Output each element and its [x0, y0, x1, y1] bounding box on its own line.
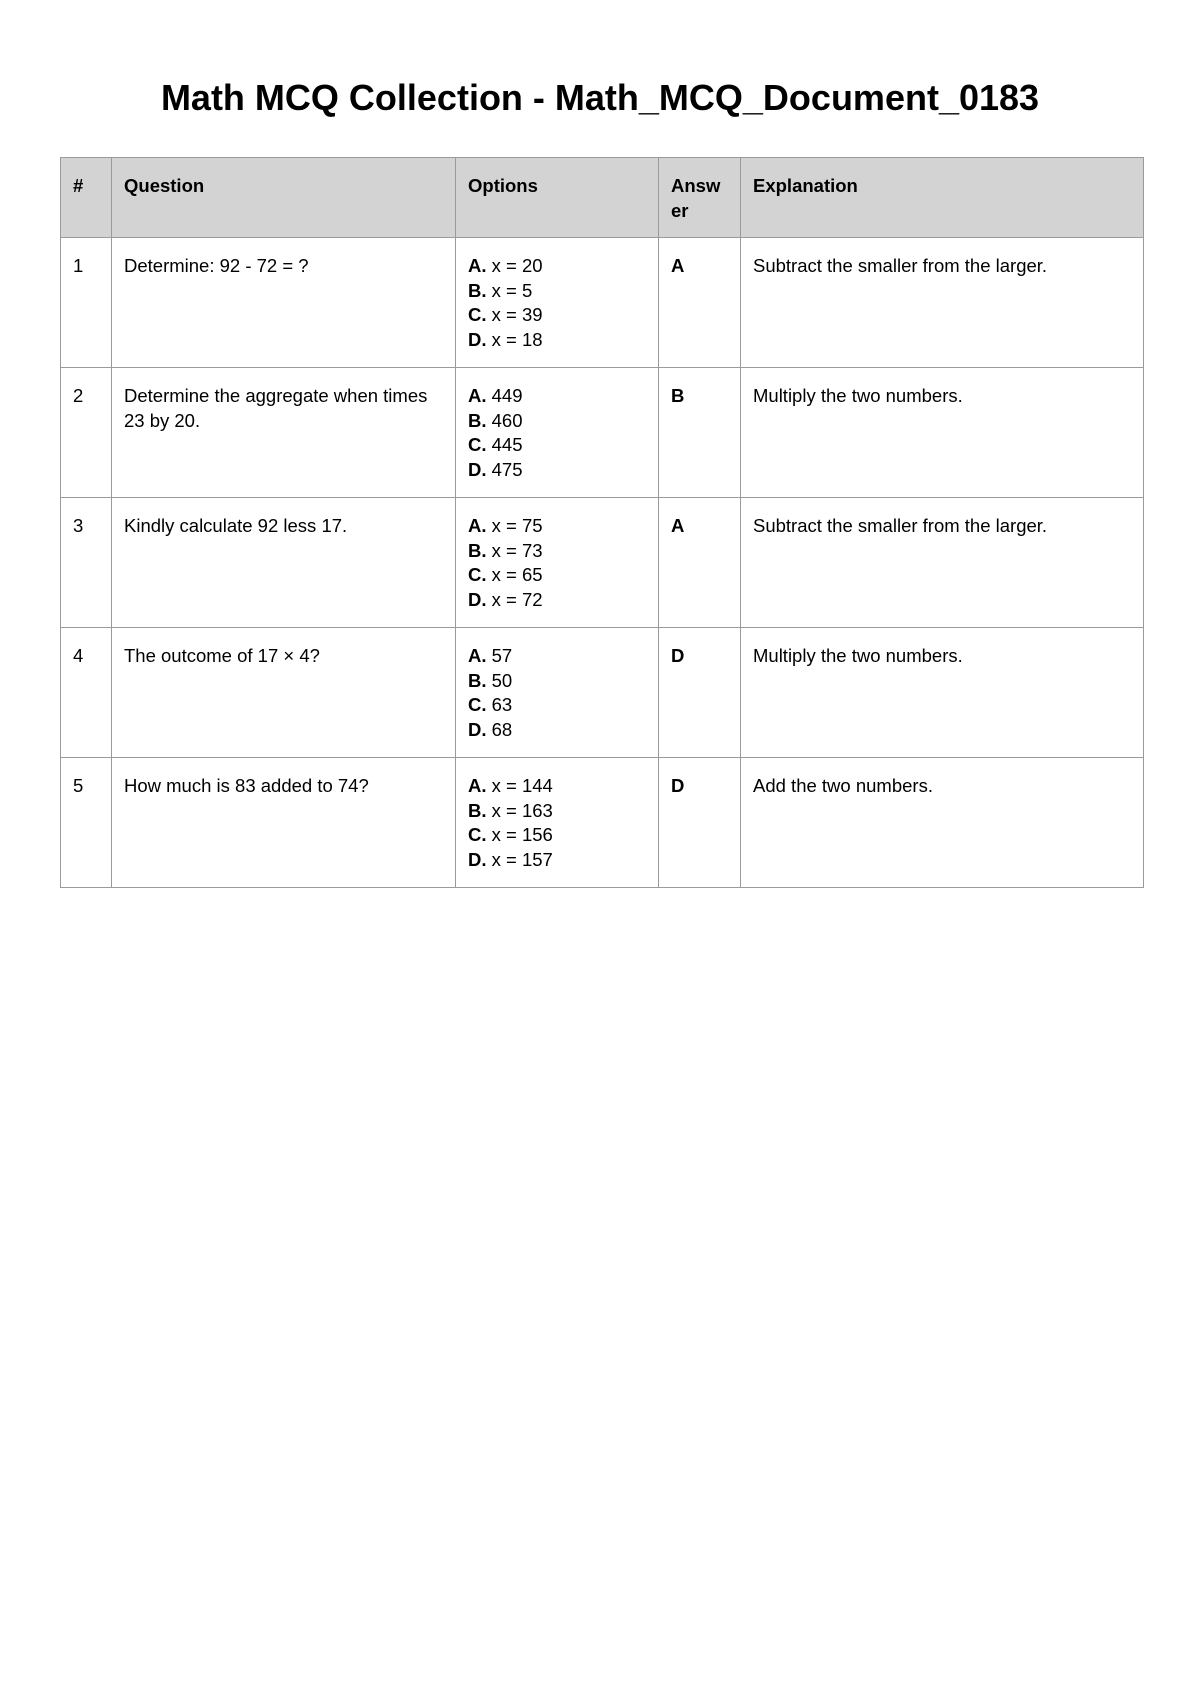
option-letter: B.	[468, 409, 487, 431]
page-title: Math MCQ Collection - Math_MCQ_Document_0183	[160, 77, 1040, 118]
option-letter: D.	[468, 458, 487, 480]
option-text: 449	[486, 385, 523, 406]
header-number: #	[61, 158, 112, 238]
table-row	[61, 628, 1144, 758]
row-explanation: Subtract the smaller from the larger.	[741, 498, 1144, 628]
option-d	[468, 718, 646, 743]
option-b	[468, 669, 646, 694]
row-answer: D	[659, 628, 741, 758]
option-text: x = 144	[486, 775, 553, 796]
row-number: 1	[61, 238, 112, 368]
option-letter: D.	[468, 848, 487, 870]
table-row	[61, 368, 1144, 498]
option-letter: A.	[468, 255, 487, 276]
option-text: 475	[486, 458, 523, 480]
table-body	[61, 238, 1144, 888]
row-number: 4	[61, 628, 112, 758]
row-question: Determine: 92 - 72 = ?	[112, 238, 456, 368]
row-question: How much is 83 added to 74?	[112, 758, 456, 888]
option-c	[468, 823, 646, 848]
table-header	[61, 158, 1144, 238]
row-explanation: Multiply the two numbers.	[741, 368, 1144, 498]
option-c	[468, 693, 646, 718]
option-letter: B.	[468, 799, 487, 821]
option-a	[468, 774, 646, 799]
option-text: 57	[486, 645, 513, 666]
row-explanation: Multiply the two numbers.	[741, 628, 1144, 758]
option-text: x = 5	[486, 279, 533, 301]
option-text: 460	[486, 409, 523, 431]
row-options	[456, 368, 659, 498]
row-answer: D	[659, 758, 741, 888]
row-options	[456, 498, 659, 628]
option-b	[468, 539, 646, 564]
option-a	[468, 384, 646, 409]
row-answer: A	[659, 498, 741, 628]
row-explanation: Add the two numbers.	[741, 758, 1144, 888]
option-letter: C.	[468, 564, 487, 585]
option-text: x = 18	[486, 328, 543, 350]
option-text: x = 72	[486, 588, 543, 610]
option-text: x = 20	[486, 255, 543, 276]
option-letter: A.	[468, 775, 487, 796]
table-row	[61, 238, 1144, 368]
header-answer: Answer	[659, 158, 741, 238]
option-text: 68	[486, 718, 513, 740]
option-d	[468, 458, 646, 483]
option-b	[468, 279, 646, 304]
option-letter: C.	[468, 304, 487, 325]
table-row	[61, 498, 1144, 628]
option-letter: B.	[468, 279, 487, 301]
option-b	[468, 799, 646, 824]
option-letter: D.	[468, 718, 487, 740]
row-number: 3	[61, 498, 112, 628]
option-letter: A.	[468, 645, 487, 666]
row-options	[456, 238, 659, 368]
row-options	[456, 758, 659, 888]
option-text: 63	[486, 694, 513, 715]
option-d	[468, 848, 646, 873]
option-a	[468, 514, 646, 539]
row-options	[456, 628, 659, 758]
option-text: x = 75	[486, 515, 543, 536]
row-question: Determine the aggregate when times 23 by 20.	[112, 368, 456, 498]
option-text: x = 163	[486, 799, 553, 821]
option-d	[468, 328, 646, 353]
table-row	[61, 758, 1144, 888]
option-d	[468, 588, 646, 613]
header-options: Options	[456, 158, 659, 238]
option-letter: B.	[468, 669, 487, 691]
header-explanation: Explanation	[741, 158, 1144, 238]
option-letter: B.	[468, 539, 487, 561]
row-number: 2	[61, 368, 112, 498]
row-question: The outcome of 17 × 4?	[112, 628, 456, 758]
option-text: x = 156	[486, 824, 553, 845]
option-letter: C.	[468, 694, 487, 715]
row-explanation: Subtract the smaller from the larger.	[741, 238, 1144, 368]
option-letter: A.	[468, 515, 487, 536]
option-a	[468, 644, 646, 669]
row-answer: A	[659, 238, 741, 368]
option-letter: D.	[468, 588, 487, 610]
option-letter: D.	[468, 328, 487, 350]
option-text: x = 157	[486, 848, 553, 870]
header-row	[61, 158, 1144, 238]
row-answer: B	[659, 368, 741, 498]
row-question: Kindly calculate 92 less 17.	[112, 498, 456, 628]
option-c	[468, 433, 646, 458]
option-text: 445	[486, 434, 523, 455]
option-c	[468, 563, 646, 588]
option-b	[468, 409, 646, 434]
row-number: 5	[61, 758, 112, 888]
option-text: x = 39	[486, 304, 543, 325]
mcq-table	[60, 157, 1144, 888]
option-a	[468, 254, 646, 279]
header-question: Question	[112, 158, 456, 238]
option-text: x = 65	[486, 564, 543, 585]
option-letter: A.	[468, 385, 487, 406]
option-text: x = 73	[486, 539, 543, 561]
option-letter: C.	[468, 434, 487, 455]
option-letter: C.	[468, 824, 487, 845]
option-c	[468, 303, 646, 328]
option-text: 50	[486, 669, 513, 691]
